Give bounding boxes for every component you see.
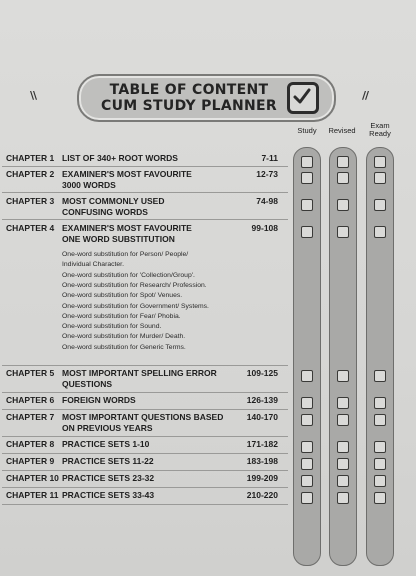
page-range: 140-170 [246, 412, 278, 422]
study-checkbox[interactable] [301, 414, 313, 426]
exam-ready-checkbox[interactable] [374, 156, 386, 168]
row-divider [2, 409, 288, 410]
subtopic-item: One-word substitution for Murder/ Death. [62, 333, 186, 341]
chapter-title: 3000 WORDS [62, 180, 116, 190]
title-banner [77, 74, 336, 122]
study-checkbox[interactable] [301, 172, 313, 184]
revised-checkbox[interactable] [337, 475, 349, 487]
exam-ready-checkbox[interactable] [374, 397, 386, 409]
study-checkbox[interactable] [301, 370, 313, 382]
exam-ready-column-track [366, 147, 394, 566]
chapter-number: CHAPTER 3 [6, 196, 55, 206]
exam-ready-checkbox[interactable] [374, 458, 386, 470]
revised-checkbox[interactable] [337, 370, 349, 382]
subtopic-item: One-word substitution for Person/ People/ [62, 251, 189, 258]
column-header-exam-ready: Exam Ready [369, 121, 391, 138]
exam-ready-checkbox[interactable] [374, 199, 386, 211]
row-divider [2, 470, 288, 471]
column-header-revised: Revised [328, 126, 356, 135]
page-title: TABLE OF CONTENT [109, 82, 269, 98]
revised-checkbox[interactable] [337, 226, 349, 238]
subtopic-item: Individual Character. [62, 261, 124, 269]
subtopic-item: One-word substitution for 'Collection/Group'. [62, 271, 195, 279]
revised-column-track [329, 147, 357, 566]
study-checkbox[interactable] [301, 226, 313, 238]
subtopic-item: One-word substitution for Fear/ Phobia. [62, 312, 181, 320]
row-divider [2, 365, 288, 366]
subtopic-item: One-word substitution for Government/ Systems. [62, 302, 209, 310]
chapter-title: PRACTICE SETS 33-43 [62, 490, 155, 500]
column-header-study: Study [297, 126, 317, 135]
chapter-title: FOREIGN WORDS [62, 395, 136, 405]
row-divider [2, 392, 288, 393]
revised-checkbox[interactable] [337, 156, 349, 168]
exam-ready-checkbox[interactable] [374, 414, 386, 426]
exam-ready-checkbox[interactable] [374, 370, 386, 382]
subtopic-item: One-word substitution for Spot/ Venues. [62, 292, 183, 300]
page-range: 109-125 [246, 368, 278, 378]
page-range: 183-198 [246, 456, 278, 466]
subtopic-item: One-word substitution for Generic Terms. [62, 343, 186, 351]
study-checkbox[interactable] [301, 199, 313, 211]
exam-ready-checkbox[interactable] [374, 492, 386, 504]
chapter-number: CHAPTER 7 [6, 412, 55, 422]
chapter-title: EXAMINER'S MOST FAVOURITE [62, 169, 192, 179]
checkmark-box-icon [287, 82, 319, 114]
study-checkbox[interactable] [301, 397, 313, 409]
chapter-number: CHAPTER 5 [6, 368, 55, 378]
row-divider [2, 487, 288, 488]
chapter-title: MOST COMMONLY USED [62, 196, 165, 206]
page-range: 74-98 [256, 196, 278, 206]
page-subtitle: CUM STUDY PLANNER [101, 98, 277, 114]
study-column-track [293, 147, 321, 566]
exam-ready-checkbox[interactable] [374, 226, 386, 238]
revised-checkbox[interactable] [337, 414, 349, 426]
exam-ready-checkbox[interactable] [374, 475, 386, 487]
page-range: 199-209 [246, 473, 278, 483]
chapter-title: PRACTICE SETS 23-32 [62, 473, 155, 483]
chapter-title: QUESTIONS [62, 379, 113, 389]
study-checkbox[interactable] [301, 475, 313, 487]
row-divider [2, 453, 288, 454]
page-range: 126-139 [246, 395, 278, 405]
chapter-number: CHAPTER 10 [6, 473, 59, 483]
chapter-title: PRACTICE SETS 1-10 [62, 439, 150, 449]
revised-checkbox[interactable] [337, 397, 349, 409]
chapter-number: CHAPTER 9 [6, 456, 55, 466]
page-range: 12-73 [256, 169, 278, 179]
chapter-title: ONE WORD SUBSTITUTION [62, 234, 175, 244]
exam-ready-checkbox[interactable] [374, 172, 386, 184]
chapter-title: MOST IMPORTANT SPELLING ERROR [62, 368, 217, 378]
row-divider [2, 504, 288, 505]
subtopic-item: One-word substitution for Research/ Profession. [62, 281, 207, 289]
study-checkbox[interactable] [301, 458, 313, 470]
chapter-number: CHAPTER 1 [6, 153, 55, 163]
chapter-number: CHAPTER 8 [6, 439, 55, 449]
study-checkbox[interactable] [301, 441, 313, 453]
chapter-number: CHAPTER 6 [6, 395, 55, 405]
row-divider [2, 166, 288, 167]
row-divider [2, 192, 288, 193]
chapter-number: CHAPTER 11 [6, 490, 59, 500]
page-range: 210-220 [246, 490, 278, 500]
exam-ready-checkbox[interactable] [374, 441, 386, 453]
left-slash-mark: \\ [30, 89, 37, 102]
revised-checkbox[interactable] [337, 458, 349, 470]
revised-checkbox[interactable] [337, 199, 349, 211]
chapter-title: CONFUSING WORDS [62, 207, 148, 217]
subtopic-item: One-word substitution for Sound. [62, 323, 162, 331]
chapter-title: MOST IMPORTANT QUESTIONS BASED [62, 412, 224, 422]
row-divider [2, 436, 288, 437]
page-range: 171-182 [246, 439, 278, 449]
chapter-number: CHAPTER 4 [6, 223, 55, 233]
right-slash-mark: // [362, 89, 369, 102]
revised-checkbox[interactable] [337, 492, 349, 504]
row-divider [2, 219, 288, 220]
chapter-title: EXAMINER'S MOST FAVOURITE [62, 223, 192, 233]
study-checkbox[interactable] [301, 156, 313, 168]
revised-checkbox[interactable] [337, 172, 349, 184]
chapter-number: CHAPTER 2 [6, 169, 55, 179]
chapter-title: LIST OF 340+ ROOT WORDS [62, 153, 178, 163]
study-checkbox[interactable] [301, 492, 313, 504]
page-range: 7-11 [261, 153, 278, 163]
chapter-title: PRACTICE SETS 11-22 [62, 456, 154, 466]
chapter-title: ON PREVIOUS YEARS [62, 423, 153, 433]
revised-checkbox[interactable] [337, 441, 349, 453]
page-range: 99-108 [251, 223, 278, 233]
